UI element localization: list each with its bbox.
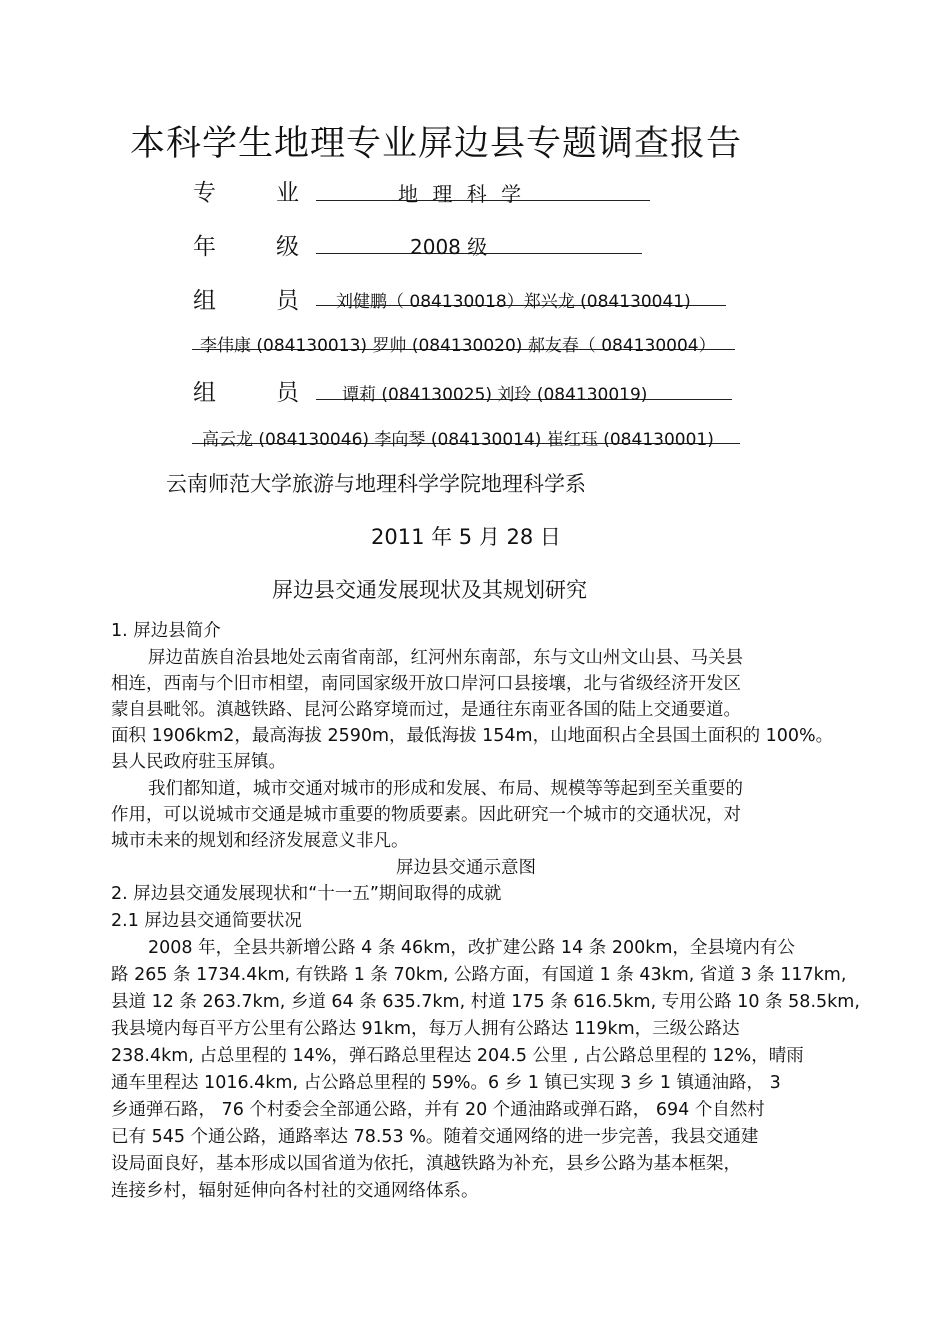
section-2-1-line-7: 乡通弹石路， 76 个村委会全部通公路，并有 20 个通油路或弹石路， 694 个自然村 <box>111 1100 765 1120</box>
section-1-para-1-line-3: 蒙自县毗邻。滇越铁路、昆河公路穿境而过，是通往东南亚各国的陆上交通要道。 <box>111 700 741 720</box>
section-2-heading: 2. 屏边县交通发展现状和“十一五”期间取得的成就 <box>111 884 502 904</box>
institution: 云南师范大学旅游与地理科学学院地理科学系 <box>166 472 586 496</box>
section-2-1-line-5: 238.4km, 占总里程的 14%，弹石路总里程达 204.5 公里 , 占公路总里程的 12%，晴雨 <box>111 1046 804 1066</box>
major-label-char-2: 业 <box>276 180 299 206</box>
members-line-1: 刘健鹏（ 084130018）郑兴龙 (084130041) <box>336 292 691 312</box>
grade-label-char-1: 年 <box>193 234 216 260</box>
section-1-para-2-line-1: 我们都知道，城市交通对城市的形成和发展、布局、规模等等起到至关重要的 <box>148 779 743 799</box>
section-1-para-1-line-1: 屏边苗族自治县地处云南省南部，红河州东南部，东与文山州文山县、马关县 <box>148 648 743 668</box>
section-2-1-line-4: 我县境内每百平方公里有公路达 91km，每万人拥有公路达 119km，三级公路达 <box>111 1019 740 1039</box>
section-2-1-line-1: 2008 年，全县共新增公路 4 条 46km，改扩建公路 14 条 200km，全县境内有公 <box>148 938 795 958</box>
section-2-1-line-2: 路 265 条 1734.4km, 有铁路 1 条 70km, 公路方面，有国道 1 条 43km, 省道 3 条 117km, <box>111 965 847 985</box>
section-1-heading: 1. 屏边县简介 <box>111 621 221 641</box>
major-value: 地 理 科 学 <box>398 182 526 206</box>
figure-caption: 屏边县交通示意图 <box>396 858 536 878</box>
members-label-2-char-1: 组 <box>193 380 216 406</box>
members-label-1-char-1: 组 <box>193 288 216 314</box>
section-2-1-line-9: 设局面良好，基本形成以国省道为依托，滇越铁路为补充，县乡公路为基本框架， <box>111 1154 741 1174</box>
section-2-1-line-8: 已有 545 个通公路，通路率达 78.53 %。随着交通网络的进一步完善，我县交通建 <box>111 1127 759 1147</box>
grade-value: 2008 级 <box>410 235 488 259</box>
grade-label-char-2: 级 <box>276 234 299 260</box>
section-1-para-1-line-4: 面积 1906km2，最高海拔 2590m，最低海拔 154m，山地面积占全县国土面积的 100%。 <box>111 726 834 746</box>
members-label-2-char-2: 员 <box>276 380 299 406</box>
section-2-1-line-10: 连接乡村，辐射延伸向各村社的交通网络体系。 <box>111 1181 479 1201</box>
section-1-para-2-line-3: 城市未来的规划和经济发展意义非凡。 <box>111 831 409 851</box>
section-2-1-line-3: 县道 12 条 263.7km, 乡道 64 条 635.7km, 村道 175 条 616.5km, 专用公路 10 条 58.5km, <box>111 992 860 1012</box>
members-line-3: 谭莉 (084130025) 刘玲 (084130019) <box>342 385 648 405</box>
members-line-2: 李伟康 (084130013) 罗帅 (084130020) 郝友春（ 084130004） <box>200 336 716 356</box>
members-label-1-char-2: 员 <box>276 288 299 314</box>
report-title: 本科学生地理专业屏边县专题调查报告 <box>130 124 743 164</box>
section-2-1-heading: 2.1 屏边县交通简要状况 <box>111 911 302 931</box>
paper-title: 屏边县交通发展现状及其规划研究 <box>272 578 587 602</box>
section-2-1-line-6: 通车里程达 1016.4km, 占公路总里程的 59%。6 乡 1 镇已实现 3 乡 1 镇通油路， 3 <box>111 1073 781 1093</box>
section-1-para-2-line-2: 作用，可以说城市交通是城市重要的物质要素。因此研究一个城市的交通状况，对 <box>111 805 741 825</box>
major-label-char-1: 专 <box>193 180 216 206</box>
report-date: 2011 年 5 月 28 日 <box>371 525 561 549</box>
section-1-para-1-line-5: 县人民政府驻玉屏镇。 <box>111 752 286 772</box>
section-1-para-1-line-2: 相连，西南与个旧市相望，南同国家级开放口岸河口县接壤，北与省级经济开发区 <box>111 674 741 694</box>
members-line-4: 高云龙 (084130046) 李向琴 (084130014) 崔红珏 (084130001) <box>202 430 714 450</box>
